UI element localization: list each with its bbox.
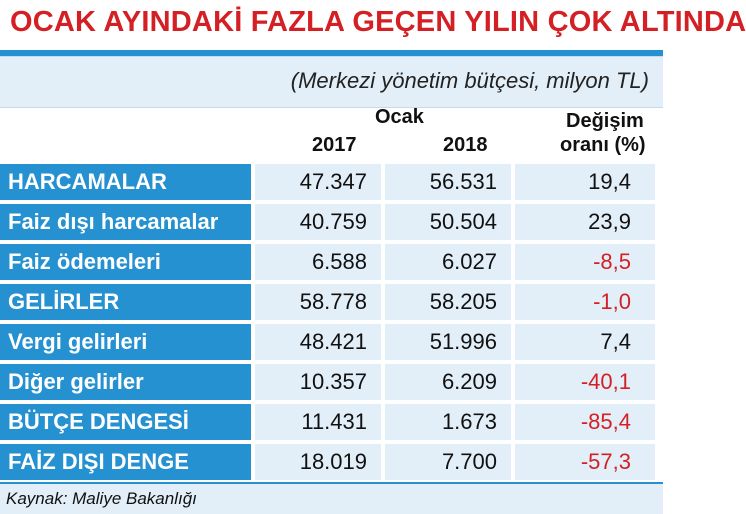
row-label: Vergi gelirleri [0,324,251,360]
cell-change: -40,1 [515,364,655,400]
header-col-change-line2: oranı (%) [560,134,646,156]
row-label: FAİZ DIŞI DENGE [0,444,251,480]
cell-2017: 10.357 [255,364,381,400]
cell-change: 23,9 [515,204,655,240]
table-row [0,204,663,244]
row-label: Faiz dışı harcamalar [0,204,251,240]
header-group-month: Ocak [375,106,424,128]
cell-2017: 40.759 [255,204,381,240]
table-row [0,244,663,284]
cell-change: 7,4 [515,324,655,360]
cell-2018: 56.531 [385,164,511,200]
table-row [0,364,663,404]
table-row [0,284,663,324]
table-row [0,164,663,204]
chart-subtitle: (Merkezi yönetim bütçesi, milyon TL) [290,68,649,93]
row-label: BÜTÇE DENGESİ [0,404,251,440]
table-header [0,108,663,164]
row-label: Faiz ödemeleri [0,244,251,280]
cell-2017: 58.778 [255,284,381,320]
cell-2017: 6.588 [255,244,381,280]
cell-change: -8,5 [515,244,655,280]
cell-2017: 11.431 [255,404,381,440]
cell-change: 19,4 [515,164,655,200]
subtitle-band [0,56,663,108]
cell-change: -1,0 [515,284,655,320]
cell-change: -57,3 [515,444,655,480]
header-col-2017: 2017 [312,134,357,156]
header-col-change-line1: Değişim [566,110,644,132]
chart-title: OCAK AYINDAKİ FAZLA GEÇEN YILIN ÇOK ALTINDA [10,6,746,38]
cell-change: -85,4 [515,404,655,440]
cell-2017: 48.421 [255,324,381,360]
header-col-2018: 2018 [443,134,488,156]
cell-2018: 50.504 [385,204,511,240]
cell-2018: 7.700 [385,444,511,480]
table-row [0,444,663,484]
cell-2017: 47.347 [255,164,381,200]
row-label: Diğer gelirler [0,364,251,400]
cell-2018: 51.996 [385,324,511,360]
table-row [0,324,663,364]
row-label: GELİRLER [0,284,251,320]
cell-2018: 6.209 [385,364,511,400]
table-row [0,404,663,444]
row-label: HARCAMALAR [0,164,251,200]
cell-2018: 58.205 [385,284,511,320]
cell-2017: 18.019 [255,444,381,480]
cell-2018: 6.027 [385,244,511,280]
source-note: Kaynak: Maliye Bakanlığı [6,489,197,508]
cell-2018: 1.673 [385,404,511,440]
